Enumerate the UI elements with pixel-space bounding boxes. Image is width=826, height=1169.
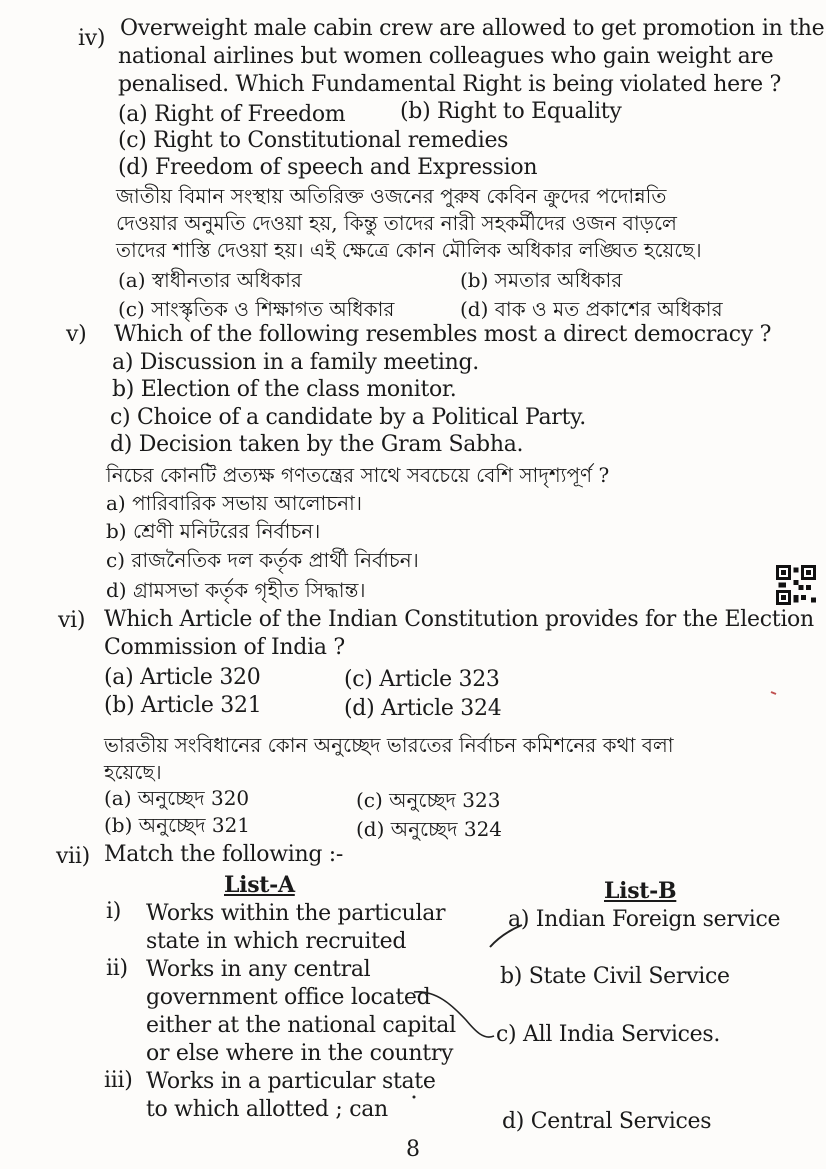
list-a-title: List-A [224,872,295,898]
option-bengali: (d) বাক ও মত প্রকাশের অধিকার [460,297,723,321]
list-a-item-text: Works in any central [146,957,371,982]
question-text: Overweight male cabin crew are allowed to get promotion in the [120,16,825,41]
list-a-item-text: state in which recruited [146,929,407,954]
pen-dot [413,1096,416,1099]
option: (c) Article 323 [344,667,500,692]
option: (d) Article 324 [344,696,502,721]
list-a-item-text: either at the national capital [146,1013,456,1038]
option-bengali: (c) অনুচ্ছেদ 323 [356,788,501,812]
option: (b) Article 321 [104,693,262,718]
question-text-bengali: হয়েছে। [104,760,162,784]
list-b-item: d) Central Services [502,1109,712,1134]
list-b-item: c) All India Services. [496,1022,721,1047]
question-text: penalised. Which Fundamental Right is being violated here ? [118,72,781,97]
option-bengali: b) শ্রেণী মনিটরের নির্বাচন। [106,519,321,543]
question-text: national airlines but women colleagues who gain weight are [118,44,774,69]
question-text: Which Article of the Indian Constitution provides for the Election [104,607,814,632]
question-text: Commission of India ? [104,635,345,660]
list-a-item-number: ii) [106,956,128,981]
option-bengali: (b) সমতার অধিকার [460,268,623,292]
list-b-item: b) State Civil Service [500,964,730,989]
list-b-title: List-B [604,878,677,904]
question-text-bengali: তাদের শাস্তি দেওয়া হয়। এই ক্ষেত্রে কোন মৌলিক অধিকার লঙ্ঘিত হয়েছে। [116,238,702,262]
option: b) Election of the class monitor. [112,377,457,402]
option-bengali: c) রাজনৈতিক দল কর্তৃক প্রার্থী নির্বাচন। [106,548,419,572]
question-text: Match the following :- [104,842,344,867]
question-text-bengali: নিচের কোনটি প্রত্যক্ষ গণতন্ত্রের সাথে সবচেয়ে বেশি সাদৃশ্যপূর্ণ ? [106,463,610,487]
page-number: 8 [406,1137,420,1162]
option-bengali: (c) সাংস্কৃতিক ও শিক্ষাগত অধিকার [118,297,395,321]
question-text: Which of the following resembles most a direct democracy ? [114,322,772,347]
question-number: v) [66,322,87,347]
question-text-bengali: দেওয়ার অনুমতি দেওয়া হয়, কিন্তু তাদের নারী সহকর্মীদের ওজন বাড়লে [116,211,677,235]
option: d) Decision taken by the Gram Sabha. [110,432,524,457]
question-number: iv) [78,26,106,51]
qr-code [776,565,816,605]
option-bengali: (a) স্বাধীনতার অধিকার [118,268,302,292]
list-a-item-text: to which allotted ; can [146,1097,388,1122]
question-text-bengali: ভারতীয় সংবিধানের কোন অনুচ্ছেদ ভারতের নির্বাচন কমিশনের কথা বলা [104,733,674,757]
list-a-item-number: iii) [104,1068,133,1093]
option: c) Choice of a candidate by a Political Party. [110,405,586,430]
option: (b) Right to Equality [400,99,622,124]
option: (a) Right of Freedom [118,102,346,127]
option: a) Discussion in a family meeting. [112,350,479,375]
option-bengali: (d) অনুচ্ছেদ 324 [356,817,503,841]
list-b-item: a) Indian Foreign service [508,907,781,932]
question-number: vii) [56,844,90,869]
option-bengali: (b) অনুচ্ছেদ 321 [104,813,251,837]
list-a-item-text: Works in a particular state [146,1069,436,1094]
pen-dot [771,692,776,694]
option: (a) Article 320 [104,665,261,690]
option: (c) Right to Constitutional remedies [118,128,509,153]
list-a-item-number: i) [106,899,122,924]
question-number: vi) [58,608,86,633]
option-bengali: a) পারিবারিক সভায় আলোচনা। [106,491,362,515]
question-text-bengali: জাতীয় বিমান সংস্থায় অতিরিক্ত ওজনের পুরুষ কেবিন ক্রুদের পদোন্নতি [116,184,667,208]
list-a-item-text: government office located [146,985,431,1010]
list-a-item-text: or else where in the country [146,1041,454,1066]
option-bengali: d) গ্রামসভা কর্তৃক গৃহীত সিদ্ধান্ত। [106,578,366,602]
option-bengali: (a) অনুচ্ছেদ 320 [104,786,250,810]
list-a-item-text: Works within the particular [146,901,446,926]
option: (d) Freedom of speech and Expression [118,155,538,180]
